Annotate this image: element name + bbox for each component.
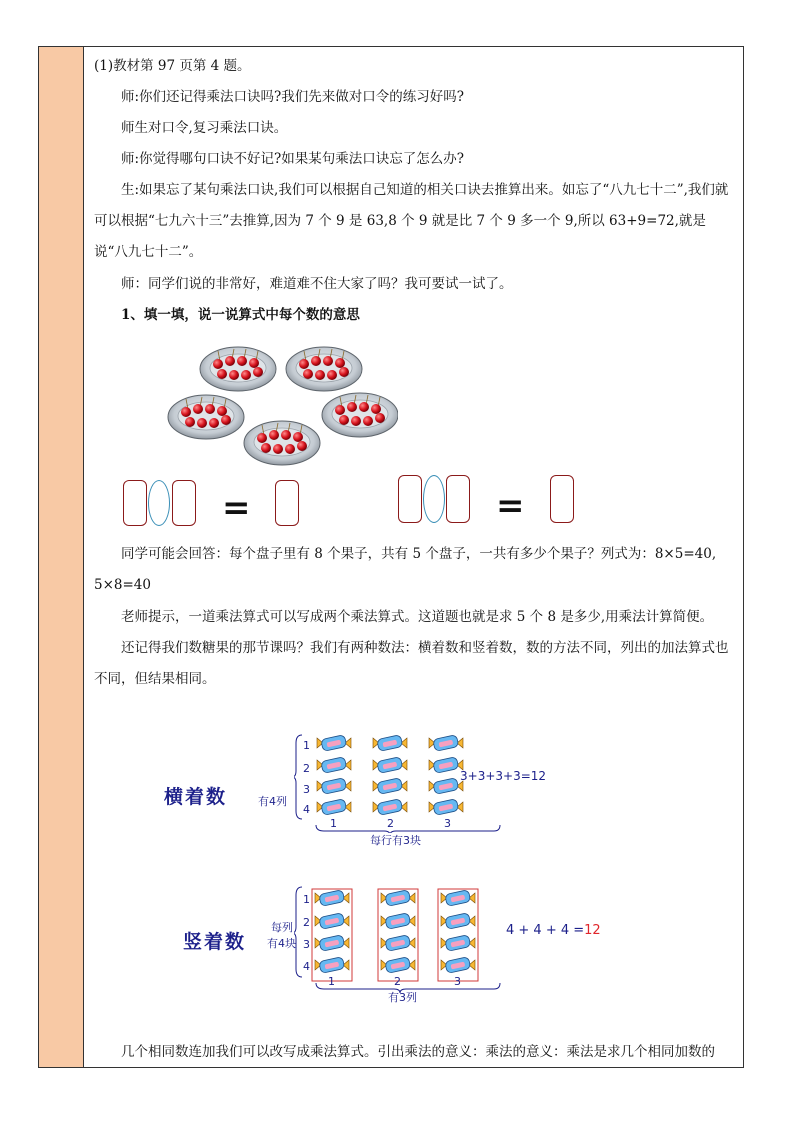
h-row-number-1: 1 [303,739,310,752]
horizontal-candies [314,735,474,825]
v-col-number-3: 3 [454,975,461,988]
paragraph-5: 生:如果忘了某句乘法口诀,我们可以根据自己知道的相关口诀去推算出来。如忘了“八九七十二”,我们就可以根据“七九六十三”去推算,因为 7 个 9 是 63,8 个 9 就是比 7 个 9 多一个 9,所以 63+9=72,就是说“八九七十二”。 [94,182,729,260]
lesson-table [38,46,744,1068]
h-row-number-3: 3 [303,783,310,796]
equals-sign-right: = [496,486,525,526]
v-col-number-2: 2 [394,975,401,988]
vertical-side-label-2: 有4块 [267,937,296,950]
vertical-formula-add: 4 + 4 + 4 = [506,923,585,938]
horizontal-count-label: 横着数 [164,786,228,808]
horizontal-side-label: 有4列 [258,795,287,808]
paragraph-8: 同学可能会回答：每个盘子里有 8 个果子，共有 5 个盘子，一共有多少个果子？列式为：8×5=40, 5×8=40 [94,546,717,593]
blank-box-5[interactable] [446,475,470,523]
vertical-bottom-label: 有3列 [388,991,417,1004]
blank-box-2[interactable] [172,480,196,526]
paragraph-1: (1)教材第 97 页第 4 题。 [94,58,251,74]
horizontal-formula: 3+3+3+3=12 [460,769,547,783]
paragraph-10: 还记得我们数糖果的那节课吗？我们有两种数法：横着数和竖着数，数的方法不同，列出的加法算式也不同，但结果相同。 [94,640,729,687]
paragraph-3: 师生对口令,复习乘法口诀。 [121,120,288,136]
h-col-number-3: 3 [444,817,451,830]
h-col-number-2: 2 [387,817,394,830]
blank-oval-1[interactable] [148,480,170,526]
vertical-candies [310,887,500,983]
paragraph-9: 老师提示，一道乘法算式可以写成两个乘法算式。这道题也就是求 5 个 8 是多少,用乘法计算简便。 [121,609,714,625]
v-row-number-3: 3 [303,938,310,951]
v-row-number-4: 4 [303,960,310,973]
vertical-formula-result: 12 [584,923,601,938]
vertical-count-label: 竖着数 [183,931,247,953]
equals-sign-left: = [222,488,251,528]
cherry-plates-illustration [166,339,398,467]
paragraph-7: 1、填一填，说一说算式中每个数的意思 [121,307,360,323]
v-row-number-1: 1 [303,893,310,906]
blank-box-6[interactable] [550,475,574,523]
paragraph-4: 师:你觉得哪句口诀不好记?如果某句乘法口诀忘了怎么办? [121,151,465,167]
v-row-number-2: 2 [303,916,310,929]
paragraph-6: 师：同学们说的非常好，难道难不住大家了吗？我可要试一试了。 [121,276,513,292]
h-col-number-1: 1 [330,817,337,830]
blank-box-3[interactable] [275,480,299,526]
paragraph-2: 师:你们还记得乘法口诀吗?我们先来做对口令的练习好吗? [121,89,465,105]
blank-box-4[interactable] [398,475,422,523]
vertical-formula [506,923,601,938]
blank-box-1[interactable] [123,480,147,526]
lesson-content [84,47,743,1067]
blank-oval-2[interactable] [423,475,445,523]
h-row-number-4: 4 [303,803,310,816]
sidebar-column [39,47,84,1067]
h-row-number-2: 2 [303,762,310,775]
v-col-number-1: 1 [328,975,335,988]
paragraph-11: 几个相同数连加我们可以改写成乘法算式。引出乘法的意义：乘法的意义：乘法是求几个相同加数的 [121,1044,715,1060]
vertical-side-label-1: 每列 [271,921,293,934]
horizontal-bottom-label: 每行有3块 [370,834,421,847]
